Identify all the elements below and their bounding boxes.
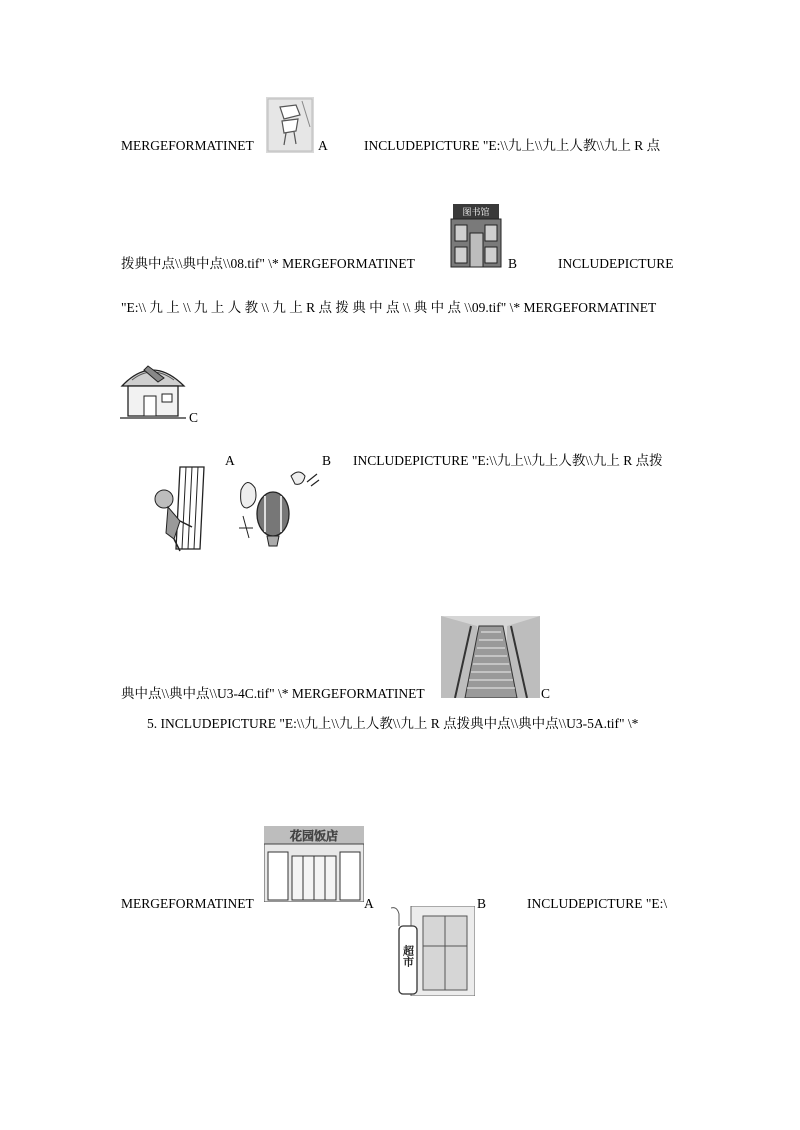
restaurant-sign-text: 花园饭店 [289, 829, 339, 843]
person-sketch-image [266, 97, 314, 153]
library-sign-text: 图书馆 [462, 208, 490, 218]
supermarket-sign-text: 超市 [401, 945, 415, 967]
text-mergeformat-1: MERGEFORMATINET [121, 138, 254, 153]
text-path-u3-4c: 典中点\\典中点\\U3-4C.tif" \* MERGEFORMATINET [121, 686, 425, 701]
option-label-a: A [318, 138, 328, 153]
escalator-image [441, 616, 540, 698]
child-on-ladder-image [150, 463, 216, 553]
option-label-c-2: C [541, 686, 551, 701]
house-image [118, 358, 188, 420]
text-path-08: 拨典中点\\典中点\\08.tif" \* MERGEFORMATINET [121, 256, 415, 271]
option-label-a-3: A [364, 896, 374, 911]
option-label-b-3: B [477, 896, 487, 911]
balloon-image [233, 468, 325, 552]
text-includepicture-4: INCLUDEPICTURE "E:\ [527, 896, 668, 911]
option-label-c: C [189, 410, 199, 425]
text-includepicture-3: INCLUDEPICTURE "E:\\九上\\九上人教\\九上 R 点拨 [353, 453, 663, 468]
question-5-text: 5. INCLUDEPICTURE "E:\\九上\\九上人教\\九上 R 点拨典中点\\典中点\\U3-5A.tif" \* [147, 716, 639, 731]
option-label-a-2: A [225, 453, 235, 468]
supermarket-image [391, 906, 475, 996]
restaurant-image [264, 826, 364, 902]
text-includepicture-1: INCLUDEPICTURE "E:\\九上\\九上人教\\九上 R 点 [364, 138, 661, 153]
text-path-09: "E:\\ 九 上 \\ 九 上 人 教 \\ 九 上 R 点 拨 典 中 点 \\ 典 中 点 \\09.tif" \* MERGEFORMATINET [121, 300, 657, 315]
text-mergeformat-8: MERGEFORMATINET [121, 896, 254, 911]
text-includepicture-2: INCLUDEPICTURE [558, 256, 674, 271]
option-label-b: B [508, 256, 518, 271]
library-image [449, 203, 504, 269]
option-label-b-2: B [322, 453, 332, 468]
